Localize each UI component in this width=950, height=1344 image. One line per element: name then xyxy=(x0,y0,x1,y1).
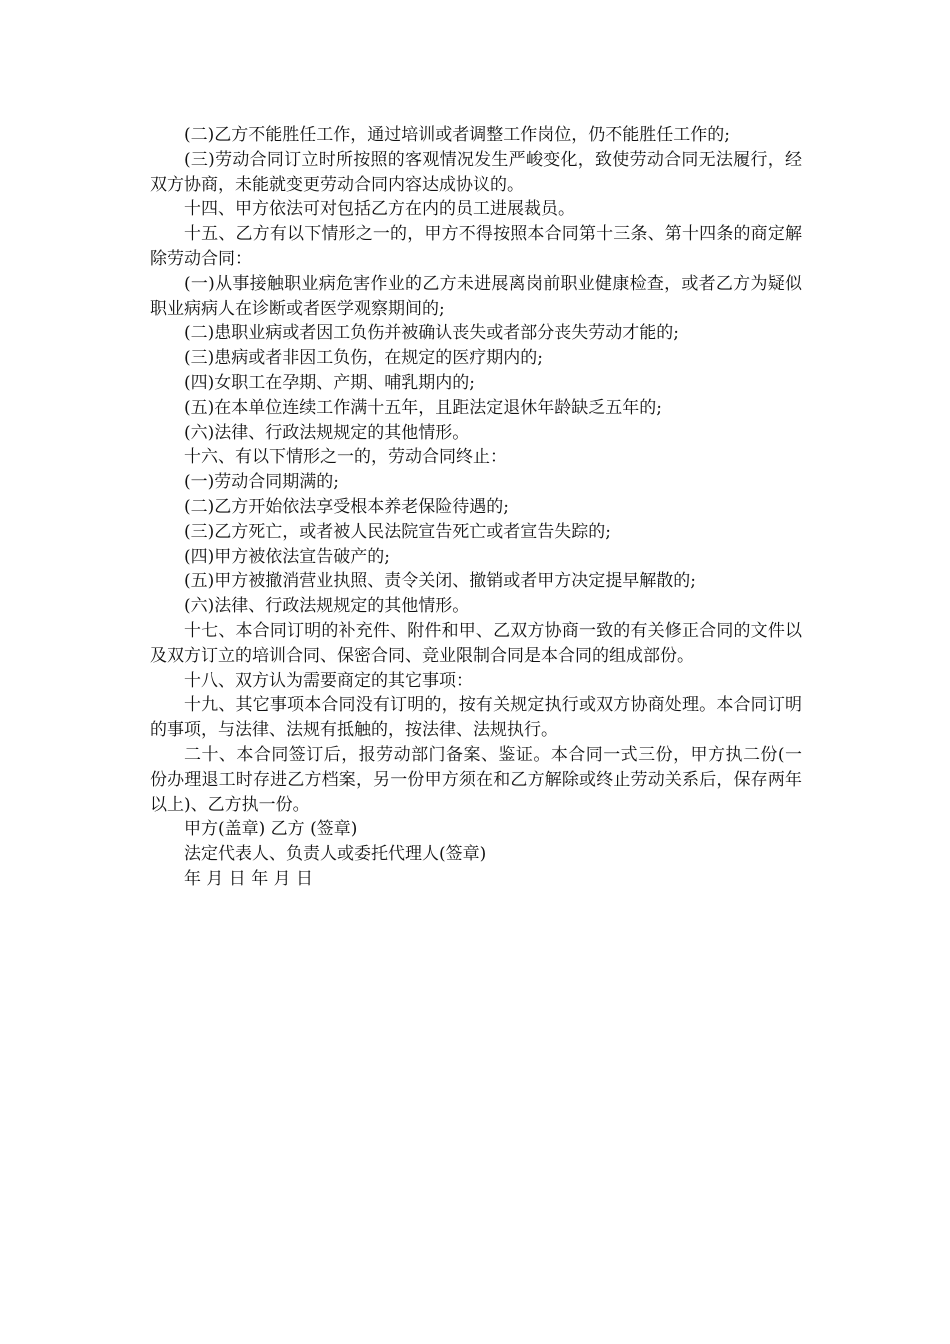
clause-3-circumstance-change: (三)劳动合同订立时所按照的客观情况发生严峻变化，致使劳动合同无法履行，经双方协商，未能就变更劳动合同内容达成协议的。 xyxy=(150,149,802,195)
article-16-item-2: (二)乙方开始依法享受根本养老保险待遇的; xyxy=(184,496,509,517)
article-16-item-5: (五)甲方被撤消营业执照、责令关闭、撤销或者甲方决定提早解散的; xyxy=(184,571,696,592)
article-16-item-1: (一)劳动合同期满的; xyxy=(184,472,339,493)
signature-representative: 法定代表人、负责人或委托代理人(签章) xyxy=(184,844,487,865)
article-19: 十九、其它事项本合同没有订明的，按有关规定执行或双方协商处理。本合同订明的事项，与法律、法规有抵触的，按法律、法规执行。 xyxy=(150,695,802,741)
article-20: 二十、本合同签订后，报劳动部门备案、鉴证。本合同一式三份，甲方执二份(一份办理退工时存进乙方档案，另一份甲方须在和乙方解除或终止劳动关系后，保存两年以上)、乙方执一份。 xyxy=(150,744,802,815)
article-16-item-4: (四)甲方被依法宣告破产的; xyxy=(184,546,390,567)
article-14: 十四、甲方依法可对包括乙方在内的员工进展裁员。 xyxy=(184,199,575,220)
article-15-item-3: (三)患病或者非因工负伤，在规定的医疗期内的; xyxy=(184,348,543,369)
article-15-item-6: (六)法律、行政法规规定的其他情形。 xyxy=(184,422,470,443)
article-18: 十八、双方认为需要商定的其它事项： xyxy=(184,670,473,691)
article-15-item-5: (五)在本单位连续工作满十五年，且距法定退休年龄缺乏五年的; xyxy=(184,397,662,418)
article-15-item-1: (一)从事接触职业病危害作业的乙方未进展离岗前职业健康检查，或者乙方为疑似职业病病人在诊断或者医学观察期间的; xyxy=(150,273,802,319)
article-15: 十五、乙方有以下情形之一的，甲方不得按照本合同第十三条、第十四条的商定解除劳动合同： xyxy=(150,224,802,269)
document-body xyxy=(150,123,802,892)
article-16: 十六、有以下情形之一的，劳动合同终止： xyxy=(184,447,507,468)
article-17: 十七、本合同订明的补充件、附件和甲、乙双方协商一致的有关修正合同的文件以及双方订立的培训合同、保密合同、竞业限制合同是本合同的组成部份。 xyxy=(150,620,802,666)
article-15-item-4: (四)女职工在孕期、产期、哺乳期内的; xyxy=(184,372,475,393)
article-16-item-3: (三)乙方死亡，或者被人民法院宣告死亡或者宣告失踪的; xyxy=(184,521,611,542)
signature-parties: 甲方(盖章) 乙方 (签章) xyxy=(184,819,358,840)
article-16-item-6: (六)法律、行政法规规定的其他情形。 xyxy=(184,596,470,617)
clause-2-incompetent: (二)乙方不能胜任工作，通过培训或者调整工作岗位，仍不能胜任工作的; xyxy=(184,125,730,145)
article-15-item-2: (二)患职业病或者因工负伤并被确认丧失或者部分丧失劳动才能的; xyxy=(184,323,679,344)
signature-dates: 年 月 日 年 月 日 xyxy=(184,868,314,889)
